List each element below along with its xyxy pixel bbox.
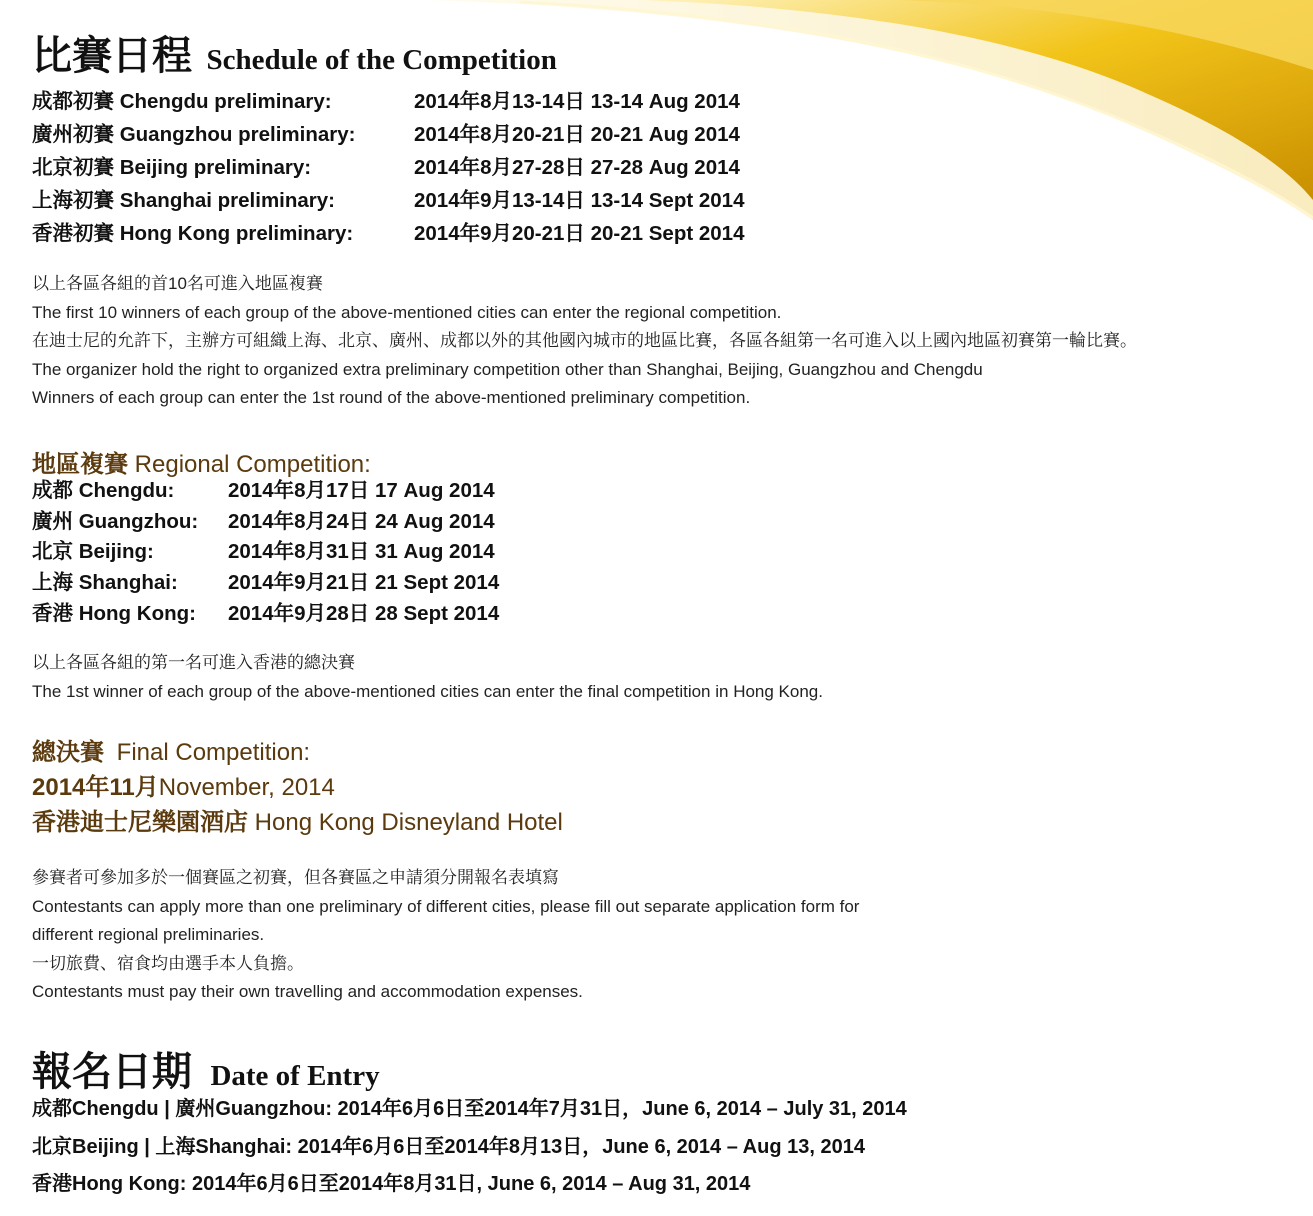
schedule-date: 2014年8月13-14日 13-14 Aug 2014	[414, 90, 740, 113]
final-title-cn: 總決賽	[32, 739, 104, 766]
note-line: The 1st winner of each group of the above-mentioned cities can enter the final competition in Hong Kong.	[32, 681, 823, 701]
schedule-date: 2014年9月13-14日 13-14 Sept 2014	[414, 189, 745, 212]
note-line: 參賽者可參加多於一個賽區之初賽，但各賽區之申請須分開報名表填寫	[32, 868, 559, 887]
schedule-notes	[32, 270, 1137, 413]
final-notes	[32, 864, 859, 1007]
note-line: different regional preliminaries.	[32, 925, 265, 944]
regional-row	[32, 599, 499, 630]
regional-label: 香港 Hong Kong:	[32, 601, 196, 625]
entry-line: 香港Hong Kong: 2014年6月6日至2014年8月31日, June 6, 2014 – Aug 31, 2014	[32, 1173, 751, 1195]
regional-label: 上海 Shanghai:	[32, 571, 178, 595]
note-line: 在迪士尼的允許下，主辦方可組織上海、北京、廣州、成都以外的其他國內城市的地區比賽，各區各組第一名可進入以上國內地區初賽第一輪比賽。	[32, 331, 1137, 350]
entry-heading	[32, 1040, 380, 1097]
final-date	[32, 770, 563, 805]
schedule-label: 廣州初賽 Guangzhou preliminary:	[32, 123, 356, 146]
regional-heading	[32, 444, 371, 479]
final-heading	[32, 735, 563, 770]
final-competition	[32, 735, 563, 840]
schedule-label: 成都初賽 Chengdu preliminary:	[32, 90, 332, 113]
note-line: 以上各區各組的第一名可進入香港的總決賽	[32, 653, 355, 672]
entry-dates	[32, 1091, 907, 1204]
final-title-en: Final Competition:	[116, 739, 311, 766]
schedule-label: 北京初賽 Beijing preliminary:	[32, 156, 312, 179]
regional-date: 2014年8月17日 17 Aug 2014	[228, 479, 495, 502]
regional-date: 2014年9月21日 21 Sept 2014	[228, 571, 500, 595]
entry-title-cn: 報名日期	[32, 1048, 192, 1095]
regional-title-cn: 地區複賽	[32, 450, 128, 478]
regional-date: 2014年8月31日 31 Aug 2014	[228, 540, 495, 564]
schedule-row	[32, 184, 744, 217]
regional-row	[32, 507, 499, 538]
schedule-title-cn: 比賽日程	[32, 32, 192, 79]
regional-notes	[32, 649, 823, 706]
final-venue-en: Hong Kong Disneyland Hotel	[254, 809, 563, 836]
schedule-date: 2014年9月20-21日 20-21 Sept 2014	[414, 222, 745, 245]
regional-label: 廣州 Guangzhou:	[32, 509, 199, 533]
note-line: 一切旅費、宿食均由選手本人負擔。	[32, 953, 304, 973]
regional-row	[32, 476, 499, 507]
schedule-row	[32, 85, 744, 118]
regional-row	[32, 568, 499, 599]
schedule-date: 2014年8月20-21日 20-21 Aug 2014	[414, 123, 740, 146]
note-line: 以上各區各組的首10名可進入地區複賽	[32, 274, 323, 293]
schedule-heading	[32, 24, 557, 81]
schedule-row	[32, 151, 744, 184]
note-line: Contestants must pay their own travelling and accommodation expenses.	[32, 982, 583, 1001]
regional-label: 成都 Chengdu:	[32, 479, 175, 502]
regional-label: 北京 Beijing:	[32, 540, 154, 564]
schedule-date: 2014年8月27-28日 27-28 Aug 2014	[414, 156, 740, 179]
entry-line: 北京Beijing | 上海Shanghai: 2014年6月6日至2014年8月13日，June 6, 2014 – Aug 13, 2014	[32, 1135, 865, 1158]
final-date-en: November, 2014	[158, 774, 335, 801]
final-date-cn: 2014年11月	[32, 774, 159, 801]
entry-title-en: Date of Entry	[210, 1060, 380, 1092]
final-venue	[32, 805, 563, 840]
regional-date: 2014年9月28日 28 Sept 2014	[228, 601, 500, 625]
preliminary-schedule	[32, 85, 744, 250]
regional-date: 2014年8月24日 24 Aug 2014	[228, 509, 495, 533]
regional-schedule	[32, 476, 499, 630]
schedule-label: 香港初賽 Hong Kong preliminary:	[32, 222, 354, 245]
regional-title-en: Regional Competition:	[134, 451, 371, 478]
schedule-row	[32, 217, 744, 250]
note-line: Contestants can apply more than one preliminary of different cities, please fill out separate application form for	[32, 896, 860, 916]
note-line: The organizer hold the right to organized extra preliminary competition other than Shanghai, Beijing, Guangzhou and Chengdu	[32, 359, 983, 379]
note-line: The first 10 winners of each group of the above-mentioned cities can enter the regional competition.	[32, 302, 782, 322]
regional-row	[32, 537, 499, 568]
schedule-label: 上海初賽 Shanghai preliminary:	[32, 189, 335, 212]
final-venue-cn: 香港迪士尼樂園酒店	[32, 809, 248, 836]
schedule-row	[32, 118, 744, 151]
schedule-title-en: Schedule of the Competition	[206, 44, 557, 76]
entry-line: 成都Chengdu | 廣州Guangzhou: 2014年6月6日至2014年7月31日，June 6, 2014 – July 31, 2014	[32, 1098, 907, 1120]
note-line: Winners of each group can enter the 1st round of the above-mentioned preliminary competition.	[32, 388, 751, 407]
